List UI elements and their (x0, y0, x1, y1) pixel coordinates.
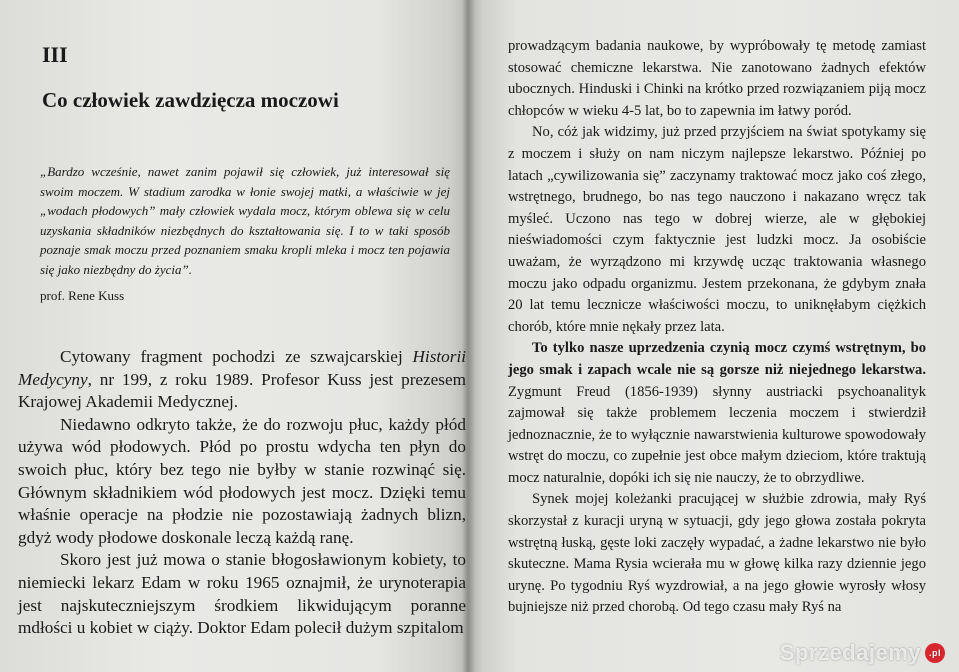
left-paragraph-2: Niedawno odkryto także, że do rozwoju płuc, każdy płód używa wód płodowych. Płód po prostu wdycha ten płyn do swoich płuc, który bez tego nie byłby w stanie rozwinąć się. Głównym składnikiem wód płodowych jest mocz. Dzięki temu właśnie operacje na płodzie nie pozostawiają żadnych blizn, gdyż wody płodowe doskonale leczą każdą ranę. (18, 414, 466, 547)
right-paragraph-3-bold: To tylko nasze uprzedzenia czynią mocz czymś wstrętnym, bo jego smak i zapach wcale nie są gorsze niż niejednego lekarstwa. (508, 340, 926, 378)
watermark-badge-icon: .pl (925, 643, 945, 663)
left-paragraph-1 (18, 346, 466, 414)
left-paragraph-1-text-a: Cytowany fragment pochodzi ze szwajcarskiej (60, 347, 413, 366)
watermark-text: Sprzedajemy (779, 640, 921, 665)
right-paragraph-3-rest: Zygmunt Freud (1856-1939) słynny austriacki psychoanalityk zajmował się także problemem leczenia moczem i stwierdził jednoznacznie, że to wyłącznie nawarstwienia kulturowe spowodowały wstręt do moczu, co zupełnie jest obce małym dzieciom, które traktują mocz naturalnie, dopóki ich się nie nauczy, że to obrzydliwe. (508, 383, 926, 486)
left-paragraph-1-italic-title: Historii Medycyny (18, 347, 466, 389)
left-paragraph-3: Skoro jest już mowa o stanie błogosławionym kobiety, to niemiecki lekarz Edam w roku 1965 oznajmił, że urynoterapia jest najskuteczniejszym środkiem likwidującym poranne mdłości u kobiet w ciąży. Doktor Edam polecił dużym szpitalom (18, 550, 466, 638)
right-paragraph-4: Synek mojej koleżanki pracującej w służbie zdrowia, mały Ryś skorzystał z kuracji uryną w sytuacji, gdy jego głowa została pokryta wstrętną łuską, gęste loki zaczęły wypadać, a żadne lekarstwo nie było skuteczne. Mama Rysia wcierała mu w głowę kilka razy dziennie jego urynę. Po tygodniu Ryś wyzdrowiał, a na jego głowie wyrosły włosy bujniejsze niż przed chorobą. Od tego czasu mały Ryś na (508, 491, 926, 616)
right-paragraph-2: No, cóż jak widzimy, już przed przyjściem na świat spotykamy się z moczem i służy on nam niczym najlepsze lekarstwo. Później po latach „cywilizowania się” zaczynamy traktować mocz jako coś złego, wstrętnego, brudnego, bo nas tego nauczono i nakazano wręcz tak myśleć. Uczono nas tego w dobrej wierze, ale w głębokiej nieświadomości czym faktycznie jest ludzki mocz. Ja osobiście uważam, że wyrządzono mi krzywdę ucząc traktowania własnego moczu jako odpadu organizmu. Jestem przekonana, że gdybym znała 20 lat temu lecznicze właściwości moczu, to uniknęłabym ciężkich chorób, które mnie nękały przez lata. (508, 124, 926, 335)
chapter-title: Co człowiek zawdzięcza moczowi (42, 88, 339, 112)
right-paragraph-3 (508, 338, 926, 489)
chapter-number: III (42, 42, 68, 67)
left-body-text (18, 346, 466, 640)
watermark-logo (774, 638, 951, 668)
epigraph-quote: „Bardzo wcześnie, nawet zanim pojawił się człowiek, już interesował się swoim moczem. W stadium zarodka w łonie swojej matki, a właściwie w jej „wodach płodowych” mały człowiek wydala mocz, którym oblewa się w celu uzyskania składników niezbędnych do kształtowania się. I to w taki sposób poznaje smak moczu przed poznaniem smaku kropli mleka i mocz ten pojawia się jako niezbędny do życia”. (40, 164, 450, 277)
left-paragraph-1-text-b: , nr 199, z roku 1989. Profesor Kuss jest prezesem Krajowej Akademii Medycznej. (18, 369, 466, 412)
epigraph-author: prof. Rene Kuss (40, 288, 125, 303)
right-paragraph-1: prowadzącym badania naukowe, by wypróbowały tę metodę zamiast stosować chemiczne lekarstwa. Nie zanotowano żadnych efektów ubocznych. Hinduski i Chinki na krótko przed rozwiązaniem piją mocz chłopców w wieku 4-5 lat, bo to zapewnia im łatwy poród. (508, 38, 926, 119)
right-body-text (508, 36, 926, 619)
